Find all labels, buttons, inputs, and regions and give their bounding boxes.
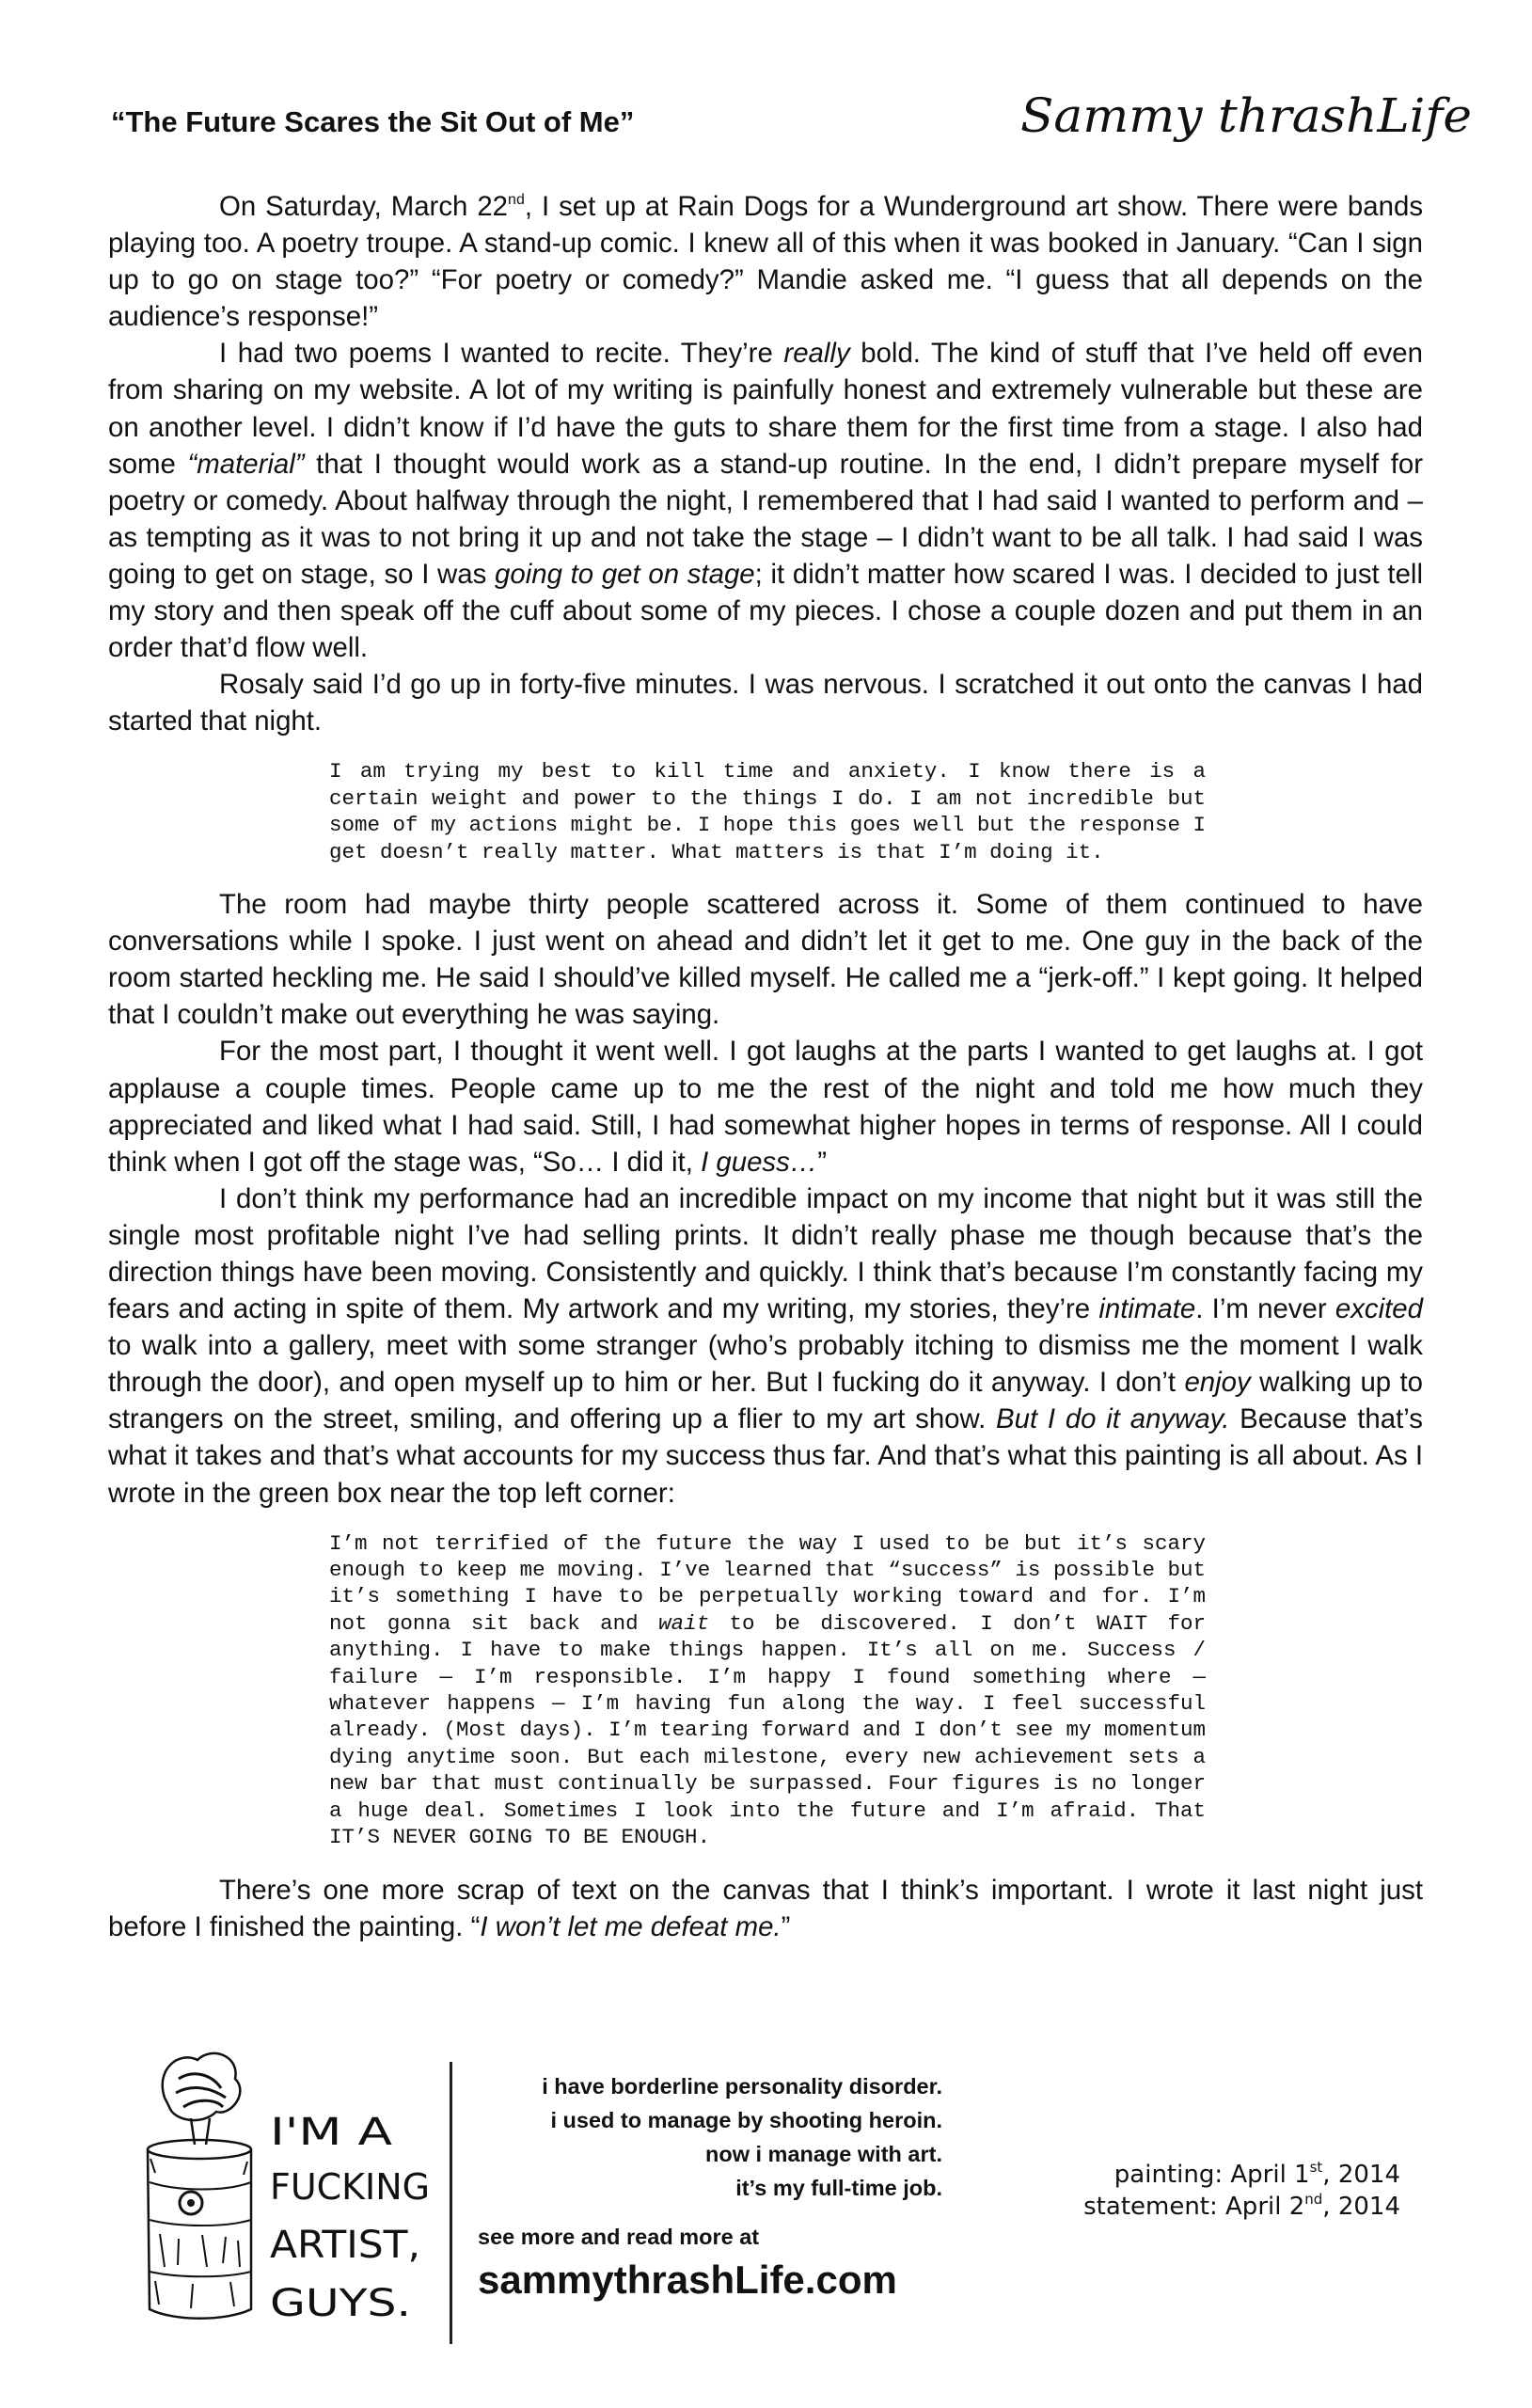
text-run: walking up to strangers on the street, smiling, and offering up a flier to my art show.: [108, 1367, 1424, 1435]
paragraph-6: [108, 1180, 1423, 1512]
canvas-quote-2: [329, 1530, 1206, 1851]
paint-can-illustration: [136, 2041, 263, 2323]
paragraph-2: [108, 335, 1423, 666]
painting-date: [1083, 2159, 1400, 2191]
bio-line: i used to manage by shooting heroin.: [550, 2108, 942, 2132]
footer-divider: [450, 2062, 452, 2344]
text-run: , I set up at Rain Dogs for a Wunderground art show. There were bands playing too. A poetry troupe. A stand-up comic. I knew all of this when it was booked in January. “Can I sign up to go on stage too?” “For poetry or comedy?” Mandie asked me. “I guess that all depends on the audience’s response!”: [108, 191, 1424, 333]
slogan-handwritten: [268, 2107, 447, 2333]
paragraph-4: The room had maybe thirty people scattered across it. Some of them continued to have conversations while I spoke. I just went on ahead and didn’t let it get to me. One guy in the back of the room started heckling me. He said I should’ve killed myself. He called me a “jerk-off.” I kept going. It helped that I couldn’t make out everything he was saying.: [108, 889, 1423, 1031]
bio-line: i have borderline personality disorder.: [542, 2074, 942, 2099]
text-run: to walk into a gallery, meet with some stranger (who’s probably itching to dismiss me the moment I walk through the door), and open myself up to him or her. But I fucking do it anyway. I don’t: [108, 1330, 1423, 1399]
paragraph-3: Rosaly said I’d go up in forty-five minutes. I was nervous. I scratched it out onto the canvas I had started that night.: [108, 669, 1423, 737]
statement-date: [1083, 2191, 1400, 2223]
date-text: , 2014: [1322, 2161, 1400, 2189]
text-run: bold. The kind of stuff that I’ve held off even from sharing on my website. A lot of my writing is painfully honest and extremely vulnerable but these are on another level. I didn’t know if I’d have the guts to share them for the first time from a stage. I also had some: [108, 338, 1423, 480]
paragraph-7: [108, 1872, 1423, 1945]
dates-block: [1083, 2159, 1400, 2223]
slogan-line: FUCKING: [270, 2166, 430, 2208]
date-text: , 2014: [1322, 2193, 1400, 2221]
ordinal-sup: nd: [1304, 2191, 1323, 2208]
ordinal-sup: st: [1309, 2159, 1323, 2176]
signature-logo: [1020, 73, 1477, 158]
emphasis: I guess…: [701, 1146, 818, 1178]
date-text: painting: April 1: [1113, 2161, 1310, 2189]
text-run: There’s one more scrap of text on the canvas that I think’s important. I wrote it last night just before I finished the painting. “: [108, 1874, 1423, 1942]
text-run: . I’m never: [1195, 1293, 1335, 1325]
text-run: to be discovered. I don’t WAIT for anything. I have to make things happen. It’s all on me. Success / failure — I’m responsible. I’m happy I found something where — whatever happens — I’m having fun along the way. I feel successful already. (Most days). I’m tearing forward and I don’t see my momentum dying anytime soon. But each milestone, every new achievement sets a new bar that must continually be surpassed. Four figures is no longer a huge deal. Sometimes I look into the future and I’m afraid. That IT’S NEVER GOING TO BE ENOUGH.: [329, 1610, 1206, 1850]
slogan-line: I'M A: [270, 2111, 393, 2154]
text-run: ”: [817, 1146, 828, 1178]
emphasis: wait: [658, 1610, 710, 1636]
bio-block: [470, 2069, 942, 2205]
article-body: [108, 188, 1423, 1945]
text-run: For the most part, I thought it went well. I got laughs at the parts I wanted to get laughs at. I got applause a couple times. People came up to me the rest of the night and told me how much they appreciated and liked what I had said. Still, I had somewhat higher hopes in terms of response. All I could think when I got off the stage was, “So… I did it,: [108, 1036, 1423, 1178]
website-link[interactable]: sammythrashLife.com: [478, 2258, 897, 2302]
footer: [0, 2041, 1532, 2408]
emphasis: intimate: [1098, 1293, 1196, 1325]
text-run: ”: [781, 1910, 791, 1942]
text-run: I had two poems I wanted to recite. They’re: [219, 338, 784, 370]
bio-line: now i manage with art.: [704, 2142, 942, 2166]
text-run: I’m not terrified of the future the way I used to be but it’s scary enough to keep me moving. I’ve learned that “success” is possible but it’s something I have to be perpetually working toward and for. I’m not gonna sit back and: [329, 1530, 1206, 1636]
paragraph-5: [108, 1033, 1423, 1180]
text-run: ; it didn’t matter how scared I was. I decided to just tell my story and then speak off the cuff about some of my pieces. I chose a couple dozen and put them in an order that’d flow well.: [108, 558, 1423, 664]
emphasis: I won’t let me defeat me.: [480, 1910, 782, 1942]
signature-text: Sammy thrashLife: [1020, 88, 1472, 143]
bio-line: it’s my full-time job.: [735, 2176, 942, 2200]
ordinal-sup: nd: [508, 192, 525, 208]
slogan-line: GUYS.: [270, 2282, 411, 2325]
emphasis: going to get on stage: [495, 558, 755, 590]
emphasis: enjoy: [1184, 1367, 1251, 1399]
date-text: statement: April 2: [1083, 2193, 1305, 2221]
document-title: “The Future Scares the Sit Out of Me”: [111, 105, 635, 138]
text-run: I don’t think my performance had an incredible impact on my income that night but it was still the single most profitable night I’ve had selling prints. It didn’t really phase me though because that’s the direction things have been moving. Consistently and quickly. I think that’s because I’m constantly facing my fears and acting in spite of them. My artwork and my writing, my stories, they’re: [108, 1182, 1423, 1325]
paragraph-1: [108, 188, 1423, 335]
emphasis: really: [783, 338, 850, 370]
text-run: On Saturday, March 22: [219, 191, 509, 222]
see-more-text: see more and read more at: [478, 2225, 760, 2249]
emphasis: But I do it anyway.: [996, 1403, 1230, 1435]
text-run: Because that’s what it takes and that’s what accounts for my success thus far. And that’s what this painting is all about. As I wrote in the green box near the top left corner:: [108, 1403, 1423, 1509]
text-run: that I thought would work as a stand-up routine. In the end, I didn’t prepare myself for poetry or comedy. About halfway through the night, I remembered that I had said I wanted to perform and – as tempting as it was to not bring it up and not take the stage – I didn’t want to be all talk. I had said I was going to get on stage, so I was: [108, 448, 1423, 590]
emphasis: excited: [1335, 1293, 1423, 1325]
emphasis: “material”: [187, 448, 305, 480]
canvas-quote-1: I am trying my best to kill time and anxiety. I know there is a certain weight and power to the things I do. I am not incredible but some of my actions might be. I hope this goes well but the response I get doesn’t really matter. What matters is that I’m doing it.: [329, 759, 1206, 864]
slogan-line: ARTIST,: [270, 2224, 420, 2267]
